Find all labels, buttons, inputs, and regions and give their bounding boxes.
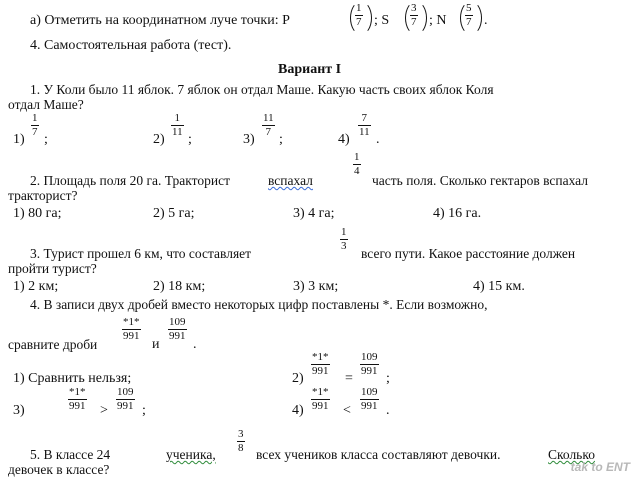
fraction-n: 5 7 [466, 2, 472, 28]
q4-opt2-op: = [345, 371, 353, 386]
q4-opt2-label: 2) [292, 371, 304, 386]
q1-text-line2: отдал Маше? [8, 97, 84, 112]
q4-opt2-frac-right: 109 991 [361, 351, 378, 377]
q1-opt3-end: ; [279, 132, 283, 147]
q1-opt4-label: 4) [338, 132, 350, 147]
q5-text-d: Сколько [548, 447, 595, 462]
watermark: tak to ENT [570, 460, 630, 474]
q1-opt2-label: 2) [153, 132, 165, 147]
q1-opt2-frac: 1 11 [172, 112, 183, 138]
q4-opt3-op: > [100, 403, 108, 418]
q2-text-c: часть поля. Сколько гектаров вспахал [372, 173, 588, 188]
q1-opt2-end: ; [188, 132, 192, 147]
q5-text-b: ученика, [166, 447, 216, 462]
q4-opt2-frac-left: *1* 991 [312, 351, 329, 377]
q1-text-line1: 1. У Коли было 11 яблок. 7 яблок он отдал Маше. Какую часть своих яблок Коля [30, 82, 494, 97]
q3-text-line2: пройти турист? [8, 261, 97, 276]
task4-title: 4. Самостоятельная работа (тест). [30, 38, 232, 53]
q5-text-line2: девочек в классе? [8, 462, 110, 477]
fraction-s: 3 7 [411, 2, 417, 28]
q1-opt4-end: . [376, 132, 380, 147]
q4-text-end: . [193, 337, 197, 352]
end-dot: . [484, 13, 488, 28]
q3-opt1: 1) 2 км; [13, 279, 59, 294]
q3-text-a: 3. Турист прошел 6 км, что составляет [30, 246, 252, 261]
q2-text-b: вспахал [268, 173, 313, 188]
q1-opt1-frac: 1 7 [32, 112, 38, 138]
q4-opt3-frac-left: *1* 991 [69, 386, 86, 412]
sep-n: ; N [429, 13, 447, 28]
q4-frac-b: 109 991 [169, 316, 186, 342]
q4-opt4-op: < [343, 403, 351, 418]
q5-text-c: всех учеников класса составляют девочки. [256, 447, 501, 462]
fraction-p: 1 7 [356, 2, 362, 28]
q1-opt1-label: 1) [13, 132, 25, 147]
q3-opt4: 4) 15 км. [473, 279, 525, 294]
paren-p [350, 1, 372, 35]
q4-opt3-frac-right: 109 991 [117, 386, 134, 412]
q4-text-line1: 4. В записи двух дробей вместо некоторых цифр поставлены *. Если возможно, [30, 297, 488, 312]
q1-opt3-label: 3) [243, 132, 255, 147]
q4-opt2-end: ; [386, 371, 390, 386]
q2-opt4: 4) 16 га. [433, 206, 482, 221]
q4-opt4-frac-right: 109 991 [361, 386, 378, 412]
q5-text-a: 5. В классе 24 [30, 447, 111, 462]
q4-opt3-label: 3) [13, 403, 25, 418]
sep-s: ; S [374, 13, 390, 28]
q4-opt4-label: 4) [292, 403, 304, 418]
q5-frac: 3 8 [238, 428, 244, 454]
q4-text-b: и [152, 337, 160, 352]
q2-frac: 1 4 [354, 151, 360, 177]
q3-frac: 1 3 [341, 226, 347, 252]
q4-opt4-end: . [386, 403, 390, 418]
paren-n [460, 1, 482, 35]
q2-text-a: 2. Площадь поля 20 га. Тракторист [30, 173, 230, 188]
q1-opt3-frac: 11 7 [263, 112, 274, 138]
q4-opt4-frac-left: *1* 991 [312, 386, 329, 412]
q3-opt2: 2) 18 км; [153, 279, 206, 294]
q3-opt3: 3) 3 км; [293, 279, 339, 294]
q4-opt1: 1) Сравнить нельзя; [13, 371, 132, 386]
q2-opt3: 3) 4 га; [293, 206, 335, 221]
q2-opt1: 1) 80 га; [13, 206, 62, 221]
q1-opt4-frac: 7 11 [359, 112, 370, 138]
paren-s [405, 1, 427, 35]
q4-text-a: сравните дроби [8, 337, 98, 352]
q1-opt1-end: ; [44, 132, 48, 147]
q3-text-b: всего пути. Какое расстояние должен [361, 246, 576, 261]
task-a-text: а) Отметить на координатном луче точки: P [30, 13, 290, 28]
q2-text-line2: тракторист? [8, 188, 78, 203]
variant-title: Вариант I [278, 62, 342, 77]
q2-opt2: 2) 5 га; [153, 206, 195, 221]
q4-frac-a: *1* 991 [123, 316, 140, 342]
q4-opt3-end: ; [142, 403, 146, 418]
